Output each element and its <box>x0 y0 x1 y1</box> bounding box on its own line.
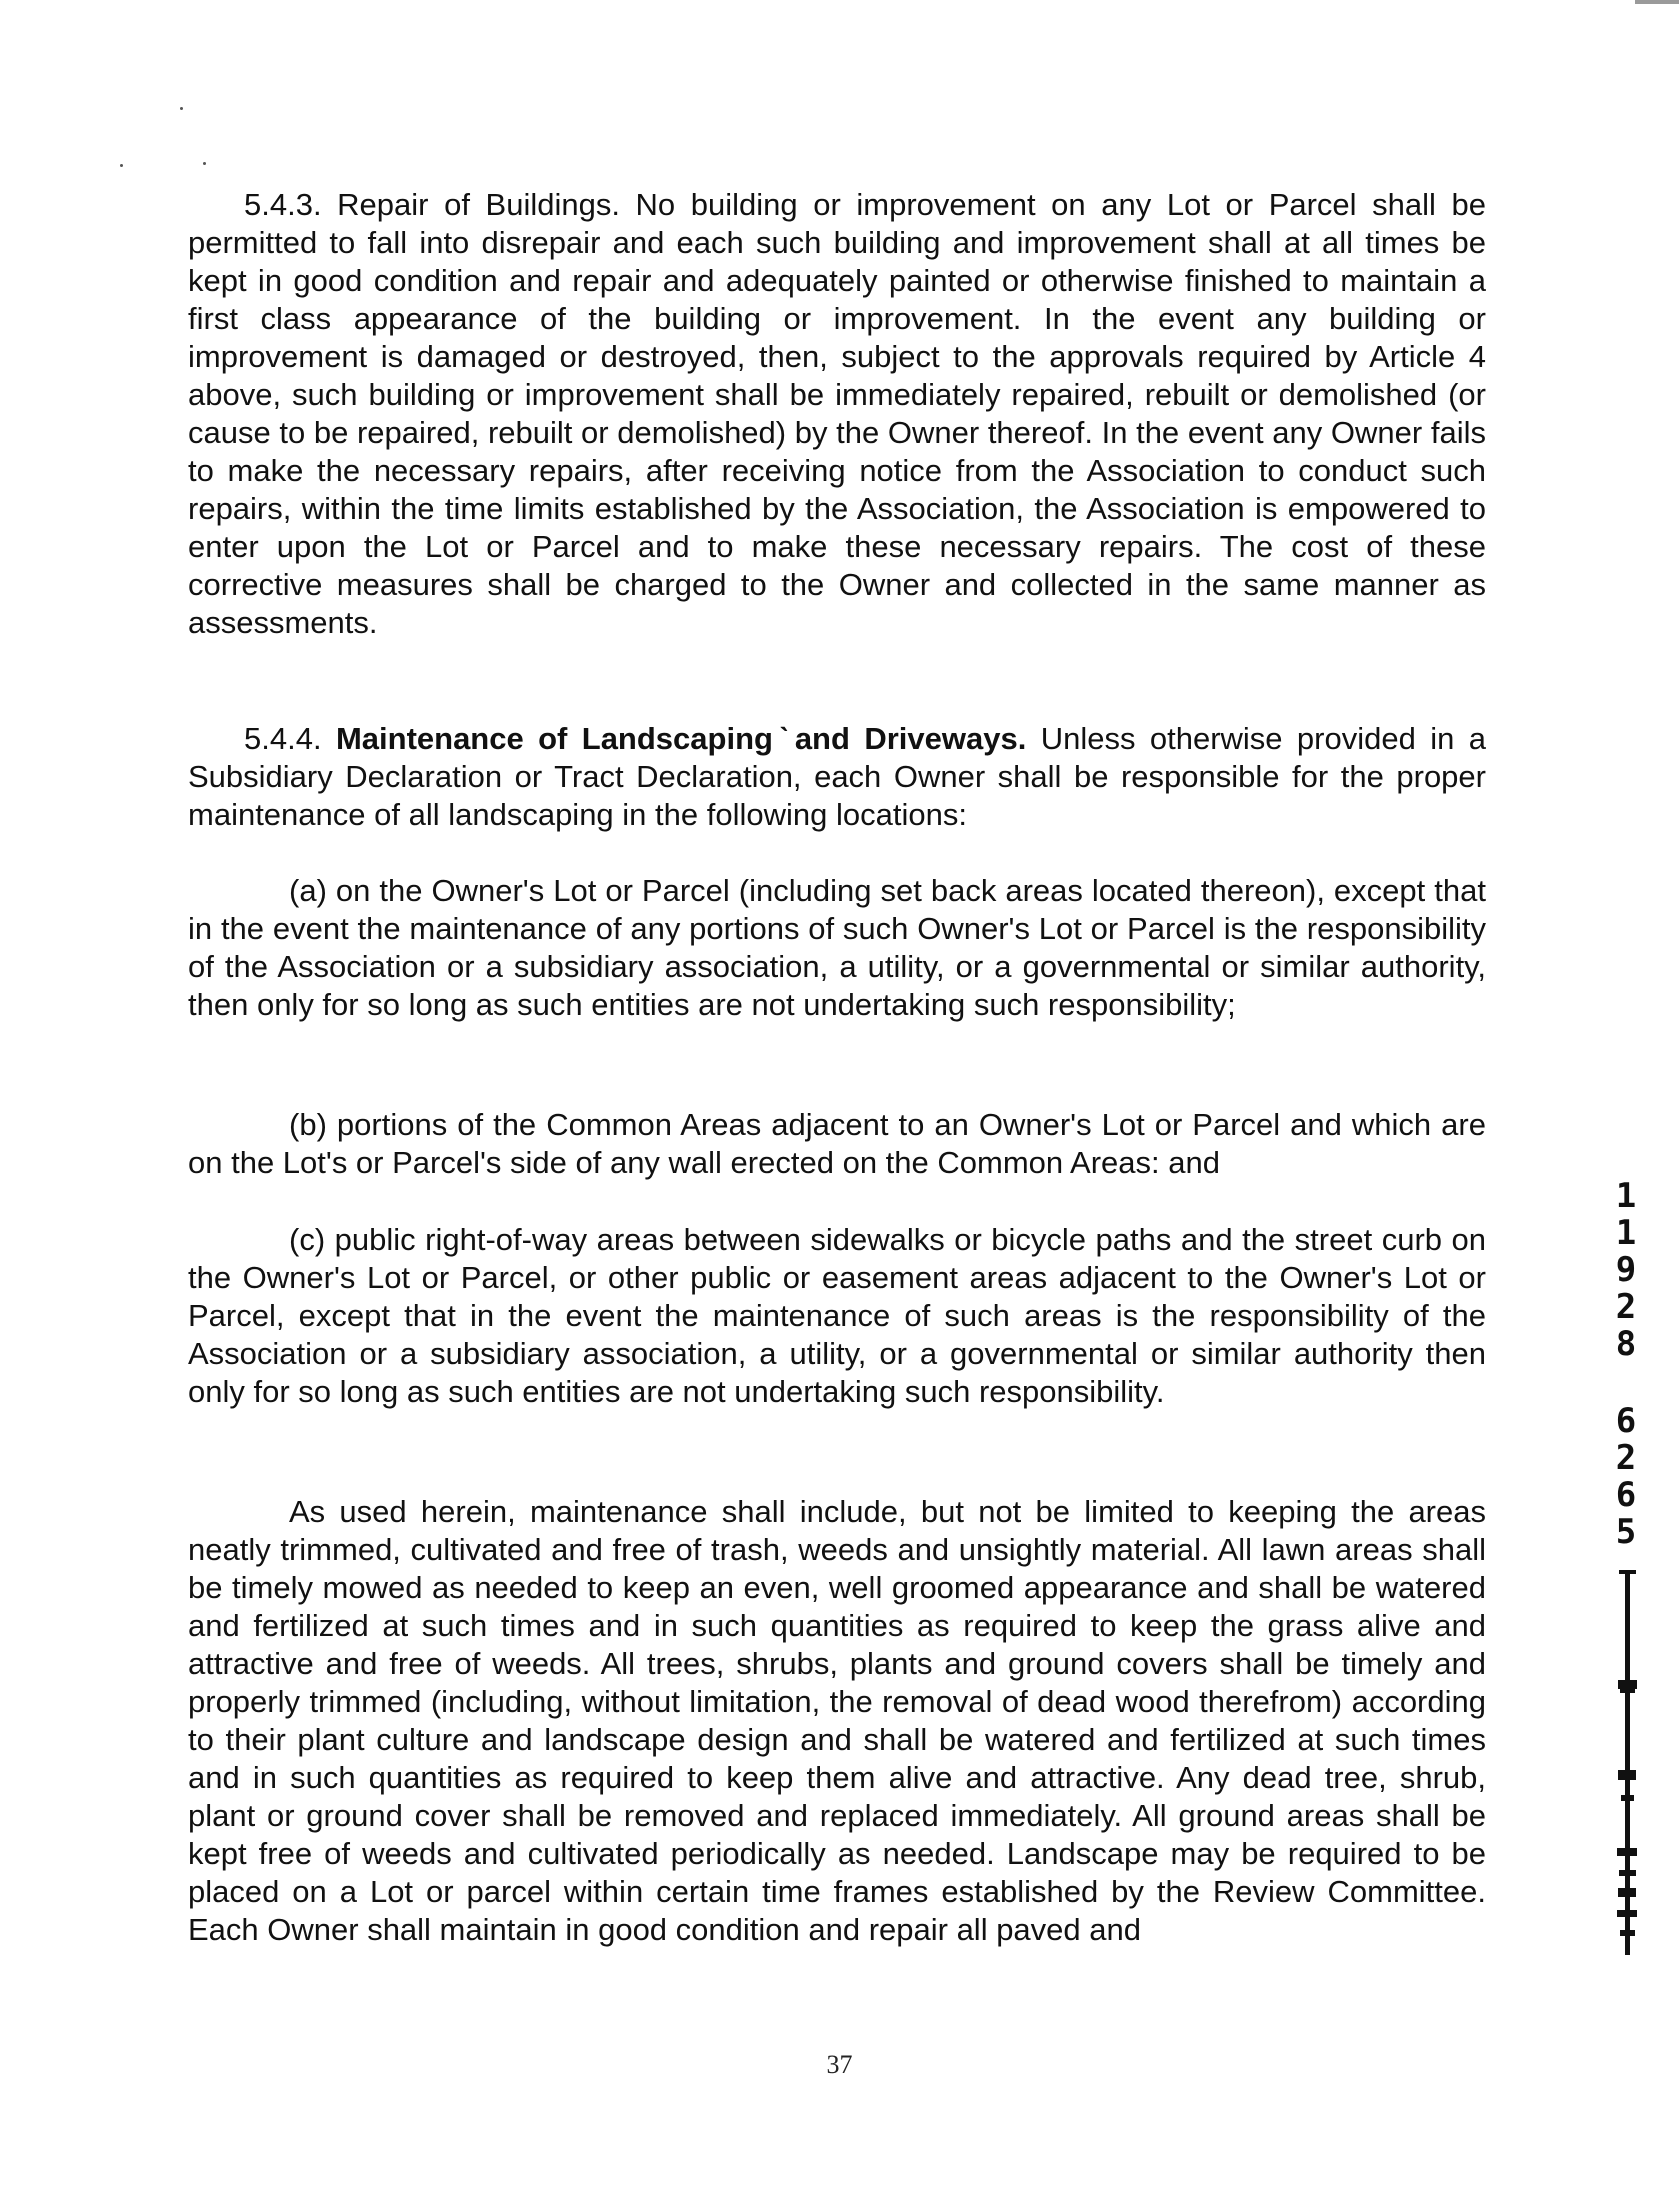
item-a-paragraph: (a) on the Owner's Lot or Parcel (including set back areas located thereon), except that in the event the maintenance of any portions of such Owner's Lot or Parcel is the responsibility of the Association or a subsidiary association, a utility, or a governmental or similar authority, then only for so long as such entities are not undertaking such responsibility; <box>188 873 1486 1022</box>
maintenance-definition-paragraph: As used herein, maintenance shall include, but not be limited to keeping the areas neatly trimmed, cultivated and free of trash, weeds and unsightly material. All lawn areas shall be timely mowed as needed to keep an even, well groomed appearance and shall be watered and fertilized at such times and in such quantities as required to keep the grass alive and attractive and free of weeds. All trees, shrubs, plants and ground covers shall be timely and properly trimmed (including, without limitation, the removal of dead wood therefrom) according to their plant culture and landscape design and shall be watered and fertilized at such times and in such quantities as required to keep them alive and attractive. Any dead tree, shrub, plant or ground cover shall be removed and replaced immediately. All ground areas shall be kept free of weeds and cultivated periodically as needed. Landscape may be required to be placed on a Lot or parcel within certain time frames established by the Review Committee. Each Owner shall maintain in good condition and repair all paved and <box>188 1494 1486 1947</box>
scan-speck <box>120 164 123 167</box>
item-b-paragraph: (b) portions of the Common Areas adjacent to an Owner's Lot or Parcel and which are on the Lot's or Parcel's side of any wall erected on the Common Areas: and <box>188 1107 1486 1180</box>
scan-corner-mark <box>1635 0 1679 4</box>
item-c-paragraph: (c) public right-of-way areas between sidewalks or bicycle paths and the street curb on the Owner's Lot or Parcel, or other public or easement areas adjacent to the Owner's Lot or Parcel, except that in the event the maintenance of such areas is the responsibility of the Association or a subsidiary association, a utility, or a governmental or similar authority then only for so long as such entities are not undertaking such responsibility. <box>188 1222 1486 1409</box>
section-5-4-4-paragraph <box>188 720 1486 834</box>
scan-speck <box>180 107 183 110</box>
scan-speck <box>203 162 206 165</box>
section-heading: Maintenance of Landscapingˋand Driveways. <box>335 721 1027 756</box>
stamp-digit: 9 <box>1615 1250 1637 1290</box>
recording-number-stamp <box>1606 1178 1646 1551</box>
stamp-digit: 1 <box>1615 1213 1637 1253</box>
stamp-digit: 6 <box>1615 1475 1637 1515</box>
margin-barcode-graphic <box>1615 1570 1639 1955</box>
stamp-digit: 2 <box>1615 1287 1637 1327</box>
stamp-digit: 5 <box>1615 1512 1637 1552</box>
stamp-digit: 8 <box>1615 1324 1637 1364</box>
page-number: 37 <box>826 2050 853 2079</box>
section-body: Unless otherwise provided in a Subsidiary Declaration or Tract Declaration, each Owner shall be responsible for the proper maintenance of all landscaping in the following locations: <box>188 721 1486 832</box>
section-5-4-3-paragraph: 5.4.3. Repair of Buildings. No building or improvement on any Lot or Parcel shall be permitted to fall into disrepair and each such building and improvement shall at all times be kept in good condition and repair and adequately painted or otherwise finished to maintain a first class appearance of the building or improvement. In the event any building or improvement is damaged or destroyed, then, subject to the approvals required by Article 4 above, such building or improvement shall be immediately repaired, rebuilt or demolished (or cause to be repaired, rebuilt or demolished) by the Owner thereof. In the event any Owner fails to make the necessary repairs, after receiving notice from the Association to conduct such repairs, within the time limits established by the Association, the Association is empowered to enter upon the Lot or Parcel and to make these necessary repairs. The cost of these corrective measures shall be charged to the Owner and collected in the same manner as assessments. <box>188 187 1486 640</box>
stamp-digit: 1 <box>1615 1176 1637 1216</box>
stamp-digit: 6 <box>1615 1401 1637 1441</box>
section-number: 5.4.4. <box>244 721 322 756</box>
stamp-digit: 2 <box>1615 1438 1637 1478</box>
